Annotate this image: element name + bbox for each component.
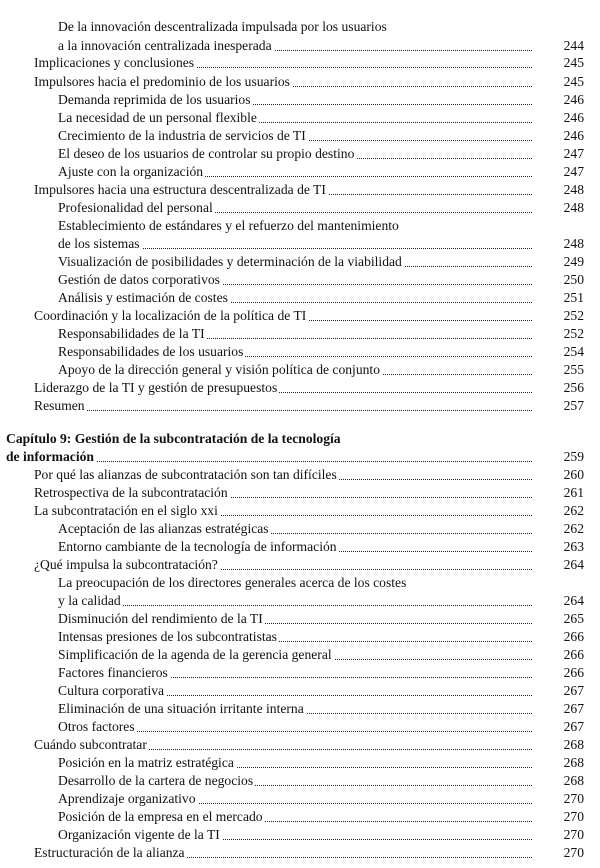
toc-entry-label: La preocupación de los directores generales acerca de los costes [58,575,407,590]
toc-entry-page: 248 [563,236,584,251]
toc-entry-label: Capítulo 9: Gestión de la subcontratación de la tecnología [6,431,341,446]
toc-entry [0,109,600,127]
toc-entry-page: 263 [563,539,584,554]
toc-entry [0,556,600,574]
toc-entry [0,538,600,556]
toc-entry-label: Posición de la empresa en el mercado [58,809,263,824]
toc-entry [0,574,600,592]
toc-entry-page: 254 [563,344,584,359]
toc-entry [0,18,600,36]
toc-entry-page: 266 [563,647,584,662]
toc-entry-label: Aceptación de las alianzas estratégicas [58,521,269,536]
toc-entry-label: Responsabilidades de la TI [58,326,205,341]
toc-entry-label: Ajuste con la organización [58,164,204,179]
toc-entry-label: Disminución del rendimiento de la TI [58,611,263,626]
toc-entry-label: Posición en la matriz estratégica [58,755,234,770]
toc-entry-label: Resumen [34,398,85,413]
toc-entry-page: 248 [563,200,584,215]
toc-entry [0,466,600,484]
toc-entry [0,343,600,361]
toc-entry-page: 270 [563,809,584,824]
toc-entry-label: Entorno cambiante de la tecnología de información [58,539,337,554]
toc-entry [0,736,600,754]
toc-entry-page: 245 [563,74,584,89]
toc-entry-label: de información [6,449,94,464]
toc-entry-page: 267 [563,719,584,734]
toc-entry-label: Cultura corporativa [58,683,165,698]
toc-entry [0,145,600,163]
toc-entry-label: Aprendizaje organizativo [58,791,196,806]
toc-entry [0,199,600,217]
toc-entry-label: Gestión de datos corporativos [58,272,220,287]
toc-entry [0,808,600,826]
toc-entry-label: Eliminación de una situación irritante interna [58,701,304,716]
toc-entry [0,235,600,253]
toc-entry [0,73,600,91]
toc-entry-label: Responsabilidades de los usuarios [58,344,244,359]
toc-entry [0,484,600,502]
toc-entry [0,127,600,145]
toc-entry [0,253,600,271]
toc-entry-label: Intensas presiones de los subcontratistas [58,629,277,644]
toc-entry [0,289,600,307]
toc-entry-page: 246 [563,92,584,107]
toc-entry-label: Factores financieros [58,665,168,680]
toc-entry-page: 264 [563,557,584,572]
toc-entry [0,397,600,415]
toc-entry-page: 257 [563,398,584,413]
toc-entry-label: de los sistemas [58,236,140,251]
toc-entry-page: 270 [563,791,584,806]
toc-entry-page: 264 [563,593,584,608]
toc-entry-page: 270 [563,845,584,860]
toc-entry [0,628,600,646]
toc-entry-page: 267 [563,683,584,698]
toc-entry [0,610,600,628]
toc-entry-label: Implicaciones y conclusiones [34,55,195,70]
toc-entry-label: Estructuración de la alianza [34,845,185,860]
toc-entry-page: 268 [563,737,584,752]
toc-entry [0,91,600,109]
toc-entry-page: 262 [563,521,584,536]
toc-entry-page: 268 [563,773,584,788]
toc-entry-page: 266 [563,629,584,644]
toc-entry [0,754,600,772]
toc-entry [0,307,600,325]
dot-leader [58,605,532,606]
toc-entry-page: 246 [563,128,584,143]
toc-entry [0,163,600,181]
toc-entry [0,430,600,448]
toc-entry-label: Cuándo subcontratar [34,737,147,752]
toc-entry-label: Por qué las alianzas de subcontratación son tan difíciles [34,467,337,482]
toc-entry-label: Coordinación y la localización de la política de TI [34,308,307,323]
toc-entry-label: Análisis y estimación de costes [58,290,228,305]
toc-entry-page: 252 [563,308,584,323]
toc-entry [0,217,600,235]
toc-entry [0,646,600,664]
toc-entry-label: Impulsores hacia una estructura descentralizada de TI [34,182,326,197]
toc-entry-page: 268 [563,755,584,770]
toc-entry-label: La necesidad de un personal flexible [58,110,257,125]
toc-entry-label: Organización vigente de la TI [58,827,220,842]
toc-entry [0,664,600,682]
toc-entry-label: Establecimiento de estándares y el refuerzo del mantenimiento [58,218,399,233]
toc-entry-label: De la innovación descentralizada impulsada por los usuarios [58,19,387,34]
toc-entry-page: 246 [563,110,584,125]
toc-entry [0,700,600,718]
toc-entry [0,448,600,466]
toc-entry-page: 262 [563,503,584,518]
toc-entry [0,37,600,55]
toc-entry-page: 255 [563,362,584,377]
toc-entry-page: 244 [563,38,584,53]
toc-entry-label: y la calidad [58,593,121,608]
toc-entry [0,826,600,844]
toc-entry-page: 261 [563,485,584,500]
toc-entry-page: 248 [563,182,584,197]
toc-entry-page: 249 [563,254,584,269]
toc-entry-label: Desarrollo de la cartera de negocios [58,773,254,788]
toc-entry-page: 259 [563,449,584,464]
toc-entry [0,271,600,289]
toc-entry-page: 252 [563,326,584,341]
toc-entry-page: 270 [563,827,584,842]
toc-entry [0,790,600,808]
toc-entry-page: 251 [563,290,584,305]
toc-entry-label: Apoyo de la dirección general y visión política de conjunto [58,362,381,377]
toc-entry-label: Otros factores [58,719,135,734]
toc-entry [0,772,600,790]
toc-entry-label: Profesionalidad del personal [58,200,213,215]
toc-entry [0,502,600,520]
toc-entry-label: Liderazgo de la TI y gestión de presupuestos [34,380,278,395]
toc-entry-page: 247 [563,146,584,161]
toc-entry [0,54,600,72]
toc-entry [0,361,600,379]
toc-entry-label: Retrospectiva de la subcontratación [34,485,228,500]
toc-entry-label: Demanda reprimida de los usuarios [58,92,251,107]
toc-entry-page: 245 [563,55,584,70]
toc-entry [0,181,600,199]
toc-entry [0,379,600,397]
toc-entry-label: ¿Qué impulsa la subcontratación? [34,557,218,572]
toc-entry-label: Crecimiento de la industria de servicios de TI [58,128,306,143]
toc-entry-page: 267 [563,701,584,716]
toc-entry-label: Simplificación de la agenda de la gerencia general [58,647,332,662]
toc-entry-label: El deseo de los usuarios de controlar su propio destino [58,146,355,161]
dot-leader [34,410,532,411]
toc-entry [0,682,600,700]
toc-entry-label: La subcontratación en el siglo xxi [34,503,218,518]
toc-entry-label: a la innovación centralizada inesperada [58,38,272,53]
toc-entry-page: 250 [563,272,584,287]
toc-entry [0,718,600,736]
toc-entry-page: 247 [563,164,584,179]
toc-entry-page: 260 [563,467,584,482]
toc-entry-page: 256 [563,380,584,395]
toc-entry-label: Visualización de posibilidades y determinación de la viabilidad [58,254,402,269]
toc-entry-label: Impulsores hacia el predominio de los usuarios [34,74,290,89]
toc-entry [0,592,600,610]
toc-entry-page: 266 [563,665,584,680]
toc-entry [0,325,600,343]
toc-entry [0,520,600,538]
toc-entry [0,844,600,862]
toc-entry-page: 265 [563,611,584,626]
